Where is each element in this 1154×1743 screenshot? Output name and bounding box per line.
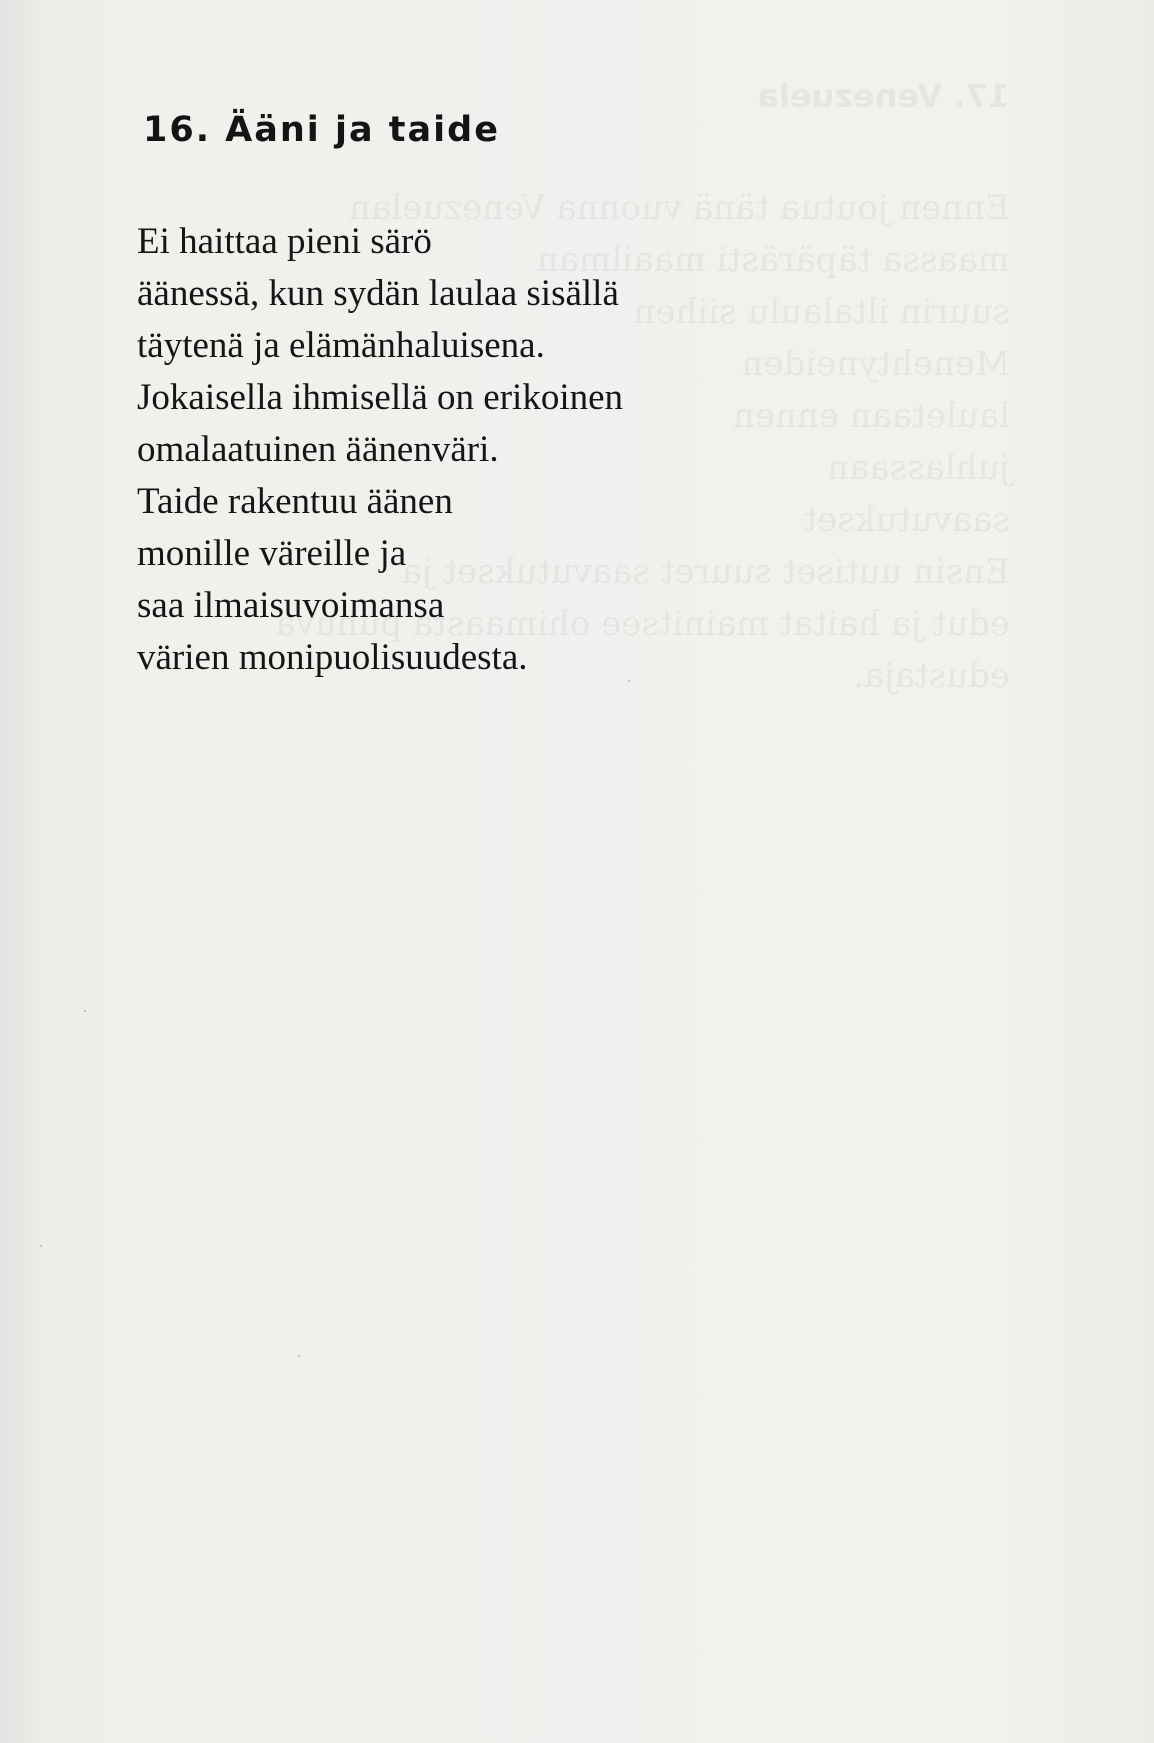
bleed-through-line: edustaja. <box>853 656 1010 696</box>
bleed-through-line: Ennen joutua tänä vuonna Venezuelan <box>349 188 1010 228</box>
bleed-through-title: 17. Venezuela <box>757 77 1010 115</box>
bleed-through-line: lauletaan ennen <box>733 396 1010 436</box>
paper-speck <box>84 1010 86 1012</box>
paper-speck <box>298 1355 300 1357</box>
poem-line: Jokaisella ihmisellä on erikoinen <box>137 377 624 418</box>
paper-speck <box>40 1245 42 1247</box>
bleed-through-line: edut ja haitat mainitsee ohimaasta puhuva <box>275 604 1010 644</box>
chapter-title: 16. Ääni ja taide <box>143 110 500 150</box>
paper-speck <box>628 680 630 682</box>
bleed-through-line: Menehtyneiden <box>741 344 1010 384</box>
poem-line: saa ilmaisuvoimansa <box>137 585 445 626</box>
poem-line: monille väreille ja <box>137 533 407 574</box>
bleed-through-line: juhlassaan <box>827 448 1010 488</box>
poem-line: värien monipuolisuudesta. <box>137 637 528 678</box>
poem-line: äänessä, kun sydän laulaa sisällä <box>137 273 619 314</box>
bleed-through-line: suurin iltalaulu siihen <box>633 292 1010 332</box>
poem-line: Taide rakentuu äänen <box>137 481 453 522</box>
poem-line: täytenä ja elämänhaluisena. <box>137 325 545 366</box>
bleed-through-line: maassa täpärästi maailman <box>537 240 1010 280</box>
bleed-through-line: saavutukset <box>803 500 1010 540</box>
poem-body <box>137 216 957 684</box>
poem-line: Ei haittaa pieni särö <box>137 221 432 262</box>
poem-line: omalaatuinen äänenväri. <box>137 429 499 470</box>
bleed-through-line: Ensin uutiset suuret saavutukset ja <box>401 552 1010 592</box>
